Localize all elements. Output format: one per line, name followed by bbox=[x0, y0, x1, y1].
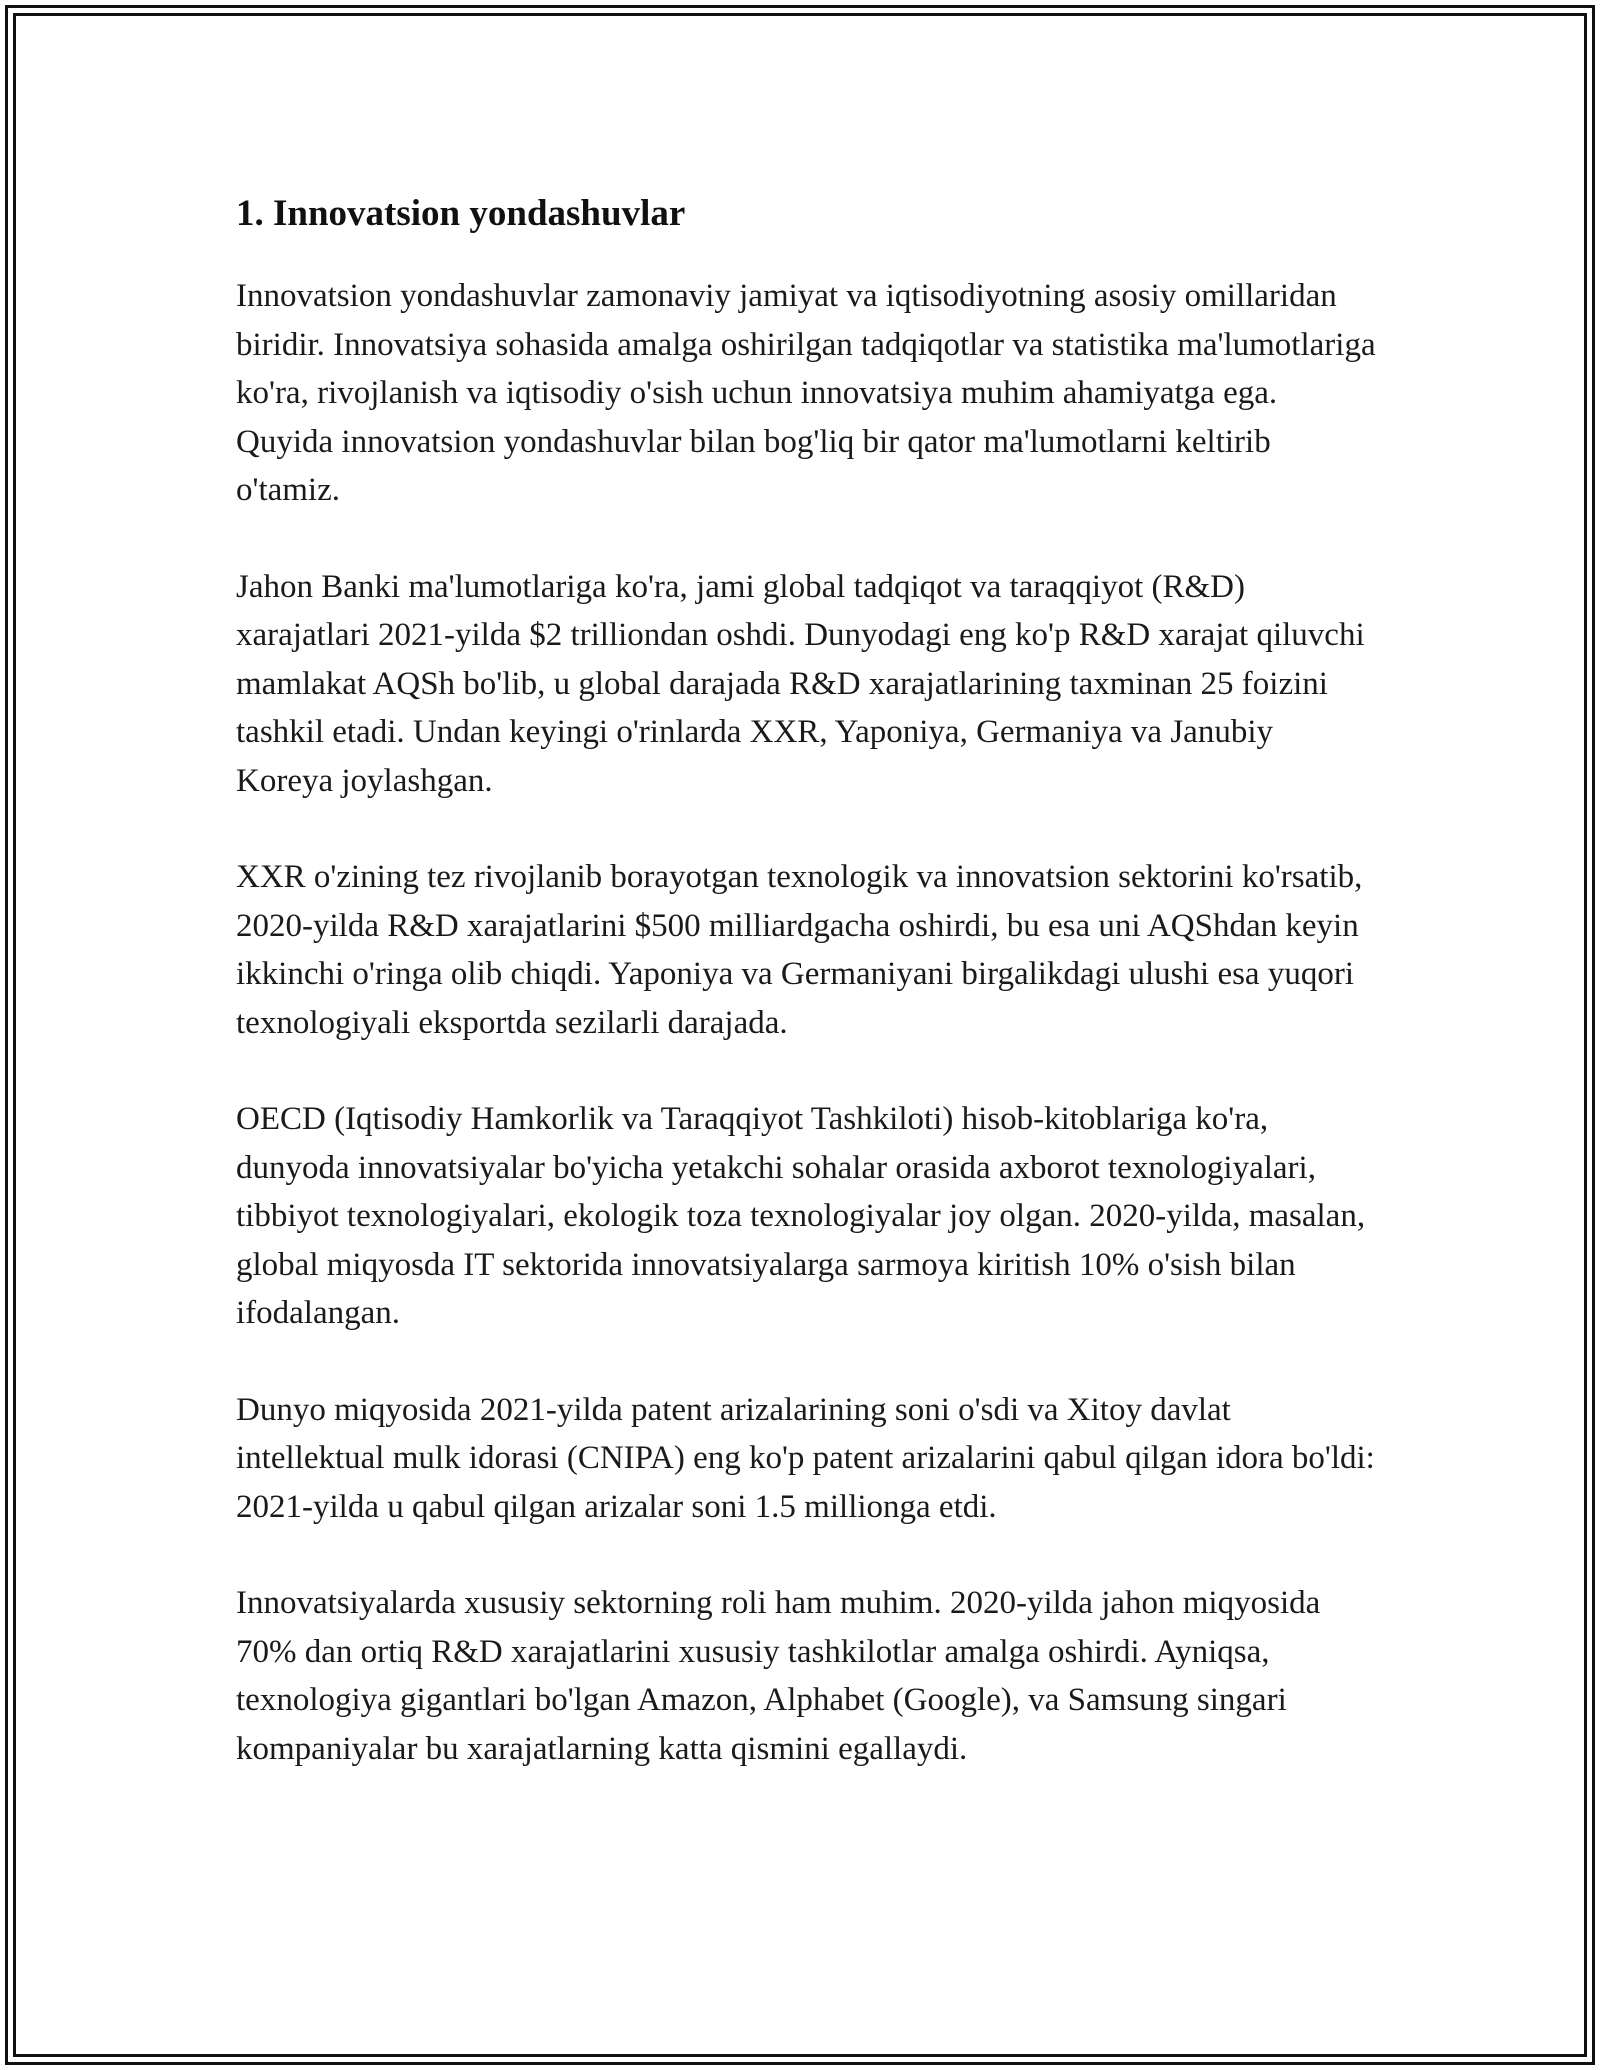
paragraph-oecd: OECD (Iqtisodiy Hamkorlik va Taraqqiyot Tashkiloti) hisob-kitoblariga ko'ra, dunyoda innovatsiyalar bo'yicha yetakchi sohalar orasida axborot texnologiyalari, tibbiyot texnologiyalari, ekologik toza texnologiyalar joy olgan. 2020-yilda, masalan, global miqyosda IT sektorida innovatsiyalarga sarmoya kiritish 10% o'sish bilan ifodalangan. bbox=[236, 1101, 1366, 1331]
document-body bbox=[236, 186, 1376, 1773]
section-heading: 1. Innovatsion yondashuvlar bbox=[236, 193, 686, 234]
paragraph-private-sector: Innovatsiyalarda xususiy sektorning roli ham muhim. 2020-yilda jahon miqyosida 70% dan ortiq R&D xarajatlarini xususiy tashkilotlar amalga oshirdi. Ayniqsa, texnologiya gigantlari bo'lgan Amazon, Alphabet (Google), va Samsung singari kompaniyalar bu xarajatlarning katta qismini egallaydi. bbox=[236, 1585, 1321, 1767]
paragraph-world-bank: Jahon Banki ma'lumotlariga ko'ra, jami global tadqiqot va taraqqiyot (R&D) xarajatlari 2021-yilda $2 trilliondan oshdi. Dunyodagi eng ko'p R&D xarajat qiluvchi mamlakat AQSh bo'lib, u global darajada R&D xarajatlarining taxminan 25 foizini tashkil etadi. Undan keyingi o'rinlarda XXR, Yaponiya, Germaniya va Janubiy Koreya joylashgan. bbox=[236, 568, 1365, 799]
paragraph-china-rd: XXR o'zining tez rivojlanib borayotgan texnologik va innovatsion sektorini ko'rsatib, 2020-yilda R&D xarajatlarini $500 milliardgacha oshirdi, bu esa uni AQShdan keyin ikkinchi o'ringa olib chiqdi. Yaponiya va Germaniyani birgalikdagi ulushi esa yuqori texnologiyali eksportda sezilarli darajada. bbox=[236, 859, 1363, 1041]
paragraph-patents: Dunyo miqyosida 2021-yilda patent arizalarining soni o'sdi va Xitoy davlat intellektual mulk idorasi (CNIPA) eng ko'p patent arizalarini qabul qilgan idora bo'ldi: 2021-yilda u qabul qilgan arizalar soni 1.5 millionga etdi. bbox=[236, 1391, 1375, 1525]
paragraph-intro: Innovatsion yondashuvlar zamonaviy jamiyat va iqtisodiyotning asosiy omillaridan biridir. Innovatsiya sohasida amalga oshirilgan tadqiqotlar va statistika ma'lumotlariga ko'ra, rivojlanish va iqtisodiy o'sish uchun innovatsiya muhim ahamiyatga ega. Quyida innovatsion yondashuvlar bilan bog'liq bir qator ma'lumotlarni keltirib o'tamiz. bbox=[236, 278, 1376, 508]
